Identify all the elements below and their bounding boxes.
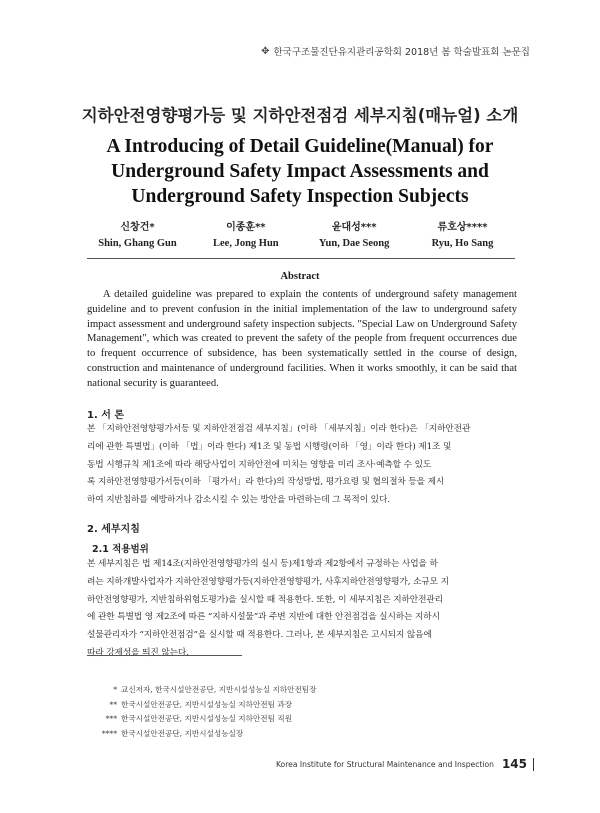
author-name-korean: 신창건* [120, 222, 155, 233]
author [410, 218, 515, 249]
page-number: 145 [501, 757, 527, 771]
journal-header [261, 44, 530, 58]
footnote-text: 교신저자, 한국시설안전공단, 지반시설성능실 지하안전팀장 [121, 685, 317, 694]
paragraph-line: 본 세부지침은 법 제14조(지하안전영향평가의 실시 등)제1항과 제2항에서 규정하는 사업을 하 [87, 559, 438, 569]
paragraph-line: 설물관리자가 “지하안전점검”을 실시할 때 적용한다. 그러나, 본 세부지침은 고시되지 않음에 [87, 630, 432, 641]
journal-name: 한국구조물진단유지관리공학회 2018년 봄 학술발표회 논문집 [273, 47, 530, 58]
title-korean: 지하안전영향평가등 및 지하안전점검 세부지침(매뉴얼) 소개 [81, 106, 519, 125]
paragraph-line: 에 관한 특별법 영 제2조에 따른 “지하시설물”과 주변 지반에 대한 안전점검을 실시하는 지하시 [87, 612, 440, 623]
subsection-heading-scope: 2.1 적용범위 [92, 544, 149, 555]
paragraph-line: 하여 지반침하를 예방하거나 감소시킬 수 있는 방안을 마련하는데 그 목적이 있다. [87, 495, 390, 506]
footer-organization: Korea Institute for Structural Maintenance and Inspection [275, 759, 494, 769]
author-name-korean: 류호상**** [437, 222, 488, 233]
footnote-text: 한국시설안전공단, 지반시설성능실 지하안전팀 과장 [121, 699, 293, 709]
paragraph-line: 려는 지하개발사업자가 지하안전영향평가등(지하안전영향평가, 사후지하안전영향평가, 소규모 지 [87, 576, 449, 587]
author [85, 218, 190, 249]
footnote [87, 683, 316, 698]
author-divider [87, 258, 515, 259]
page-footer [276, 757, 534, 771]
paragraph-line: 따라 강제성을 띄진 않는다. [87, 647, 189, 658]
author [302, 218, 407, 249]
footnote-text: 한국시설안전공단, 지반시설성능실장 [121, 728, 244, 738]
paragraph-line: 리에 관한 특별법」(이하 「법」이라 한다) 제1조 및 동법 시행령(이하 「영」이라 한다) 제1조 및 [87, 441, 452, 452]
author-list [85, 218, 515, 249]
footnote-mark: * [113, 685, 117, 694]
journal-logo-icon: ✥ [261, 45, 270, 57]
author-name-english: Lee, Jong Hun [213, 238, 279, 249]
footnote [87, 698, 316, 713]
paragraph-line: 본 「지하안전영향평가서등 및 지하안전점검 세부지침」(이하 「세부지침」이라 한다)은 「지하안전관 [87, 424, 471, 434]
paragraph-line: 하안전영향평가, 지반침하위험도평가)을 실시할 때 적용한다. 또한, 이 세부지침은 지하안전관리 [87, 594, 443, 605]
footnote-mark: **** [101, 728, 117, 738]
footer-bar [533, 758, 534, 771]
footnote-mark: ** [109, 699, 117, 709]
footnotes [87, 683, 316, 741]
footnote-text: 한국시설안전공단, 지반시설성능실 지하안전팀 직원 [121, 714, 293, 723]
section-heading-guideline: 2. 세부지침 [87, 524, 140, 535]
author-name-english: Yun, Dae Seong [318, 238, 390, 249]
section-heading-intro: 1. 서 론 [87, 410, 125, 421]
scope-paragraph [87, 556, 517, 663]
intro-paragraph [87, 421, 517, 510]
author-name-english: Shin, Ghang Gun [98, 238, 177, 249]
author [193, 218, 298, 249]
author-name-korean: 윤대성*** [331, 222, 377, 233]
paragraph-line: 동법 시행규칙 제1조에 따라 해당사업이 지하안전에 미치는 영향을 미리 조사·예측할 수 있도 [87, 459, 432, 470]
footnote [87, 712, 316, 727]
paragraph-line: 록 지하안전영향평가서등(이하 「평가서」라 한다)의 작성방법, 평가요령 및 협의절차 등을 제시 [87, 477, 445, 488]
footnote-rule [87, 655, 242, 656]
abstract-heading: Abstract [280, 271, 320, 282]
title-english: A Introducing of Detail Guideline(Manual) for Underground Safety Impact Assessments and Underground Safety Inspection Subjects [106, 136, 494, 207]
author-name-korean: 이종훈** [226, 222, 266, 233]
footnote-mark: *** [105, 714, 117, 723]
footnote [87, 727, 316, 742]
abstract-body: A detailed guideline was prepared to explain the contents of underground safety management guideline and to prevent confusion in the initial implementation of the law to underground safety impact assessment and underground safety inspection subjects. "Special Law on Underground Safety Management", which was created to prevent the safety of the people from frequent occurrences due to frequent occurrence of subsidence, has been systematically settled in the course of design, construction and maintenance of underground facilities. When it works smoothly, it can be said that national security is guaranteed. [87, 289, 517, 389]
author-name-english: Ryu, Ho Sang [431, 238, 494, 249]
